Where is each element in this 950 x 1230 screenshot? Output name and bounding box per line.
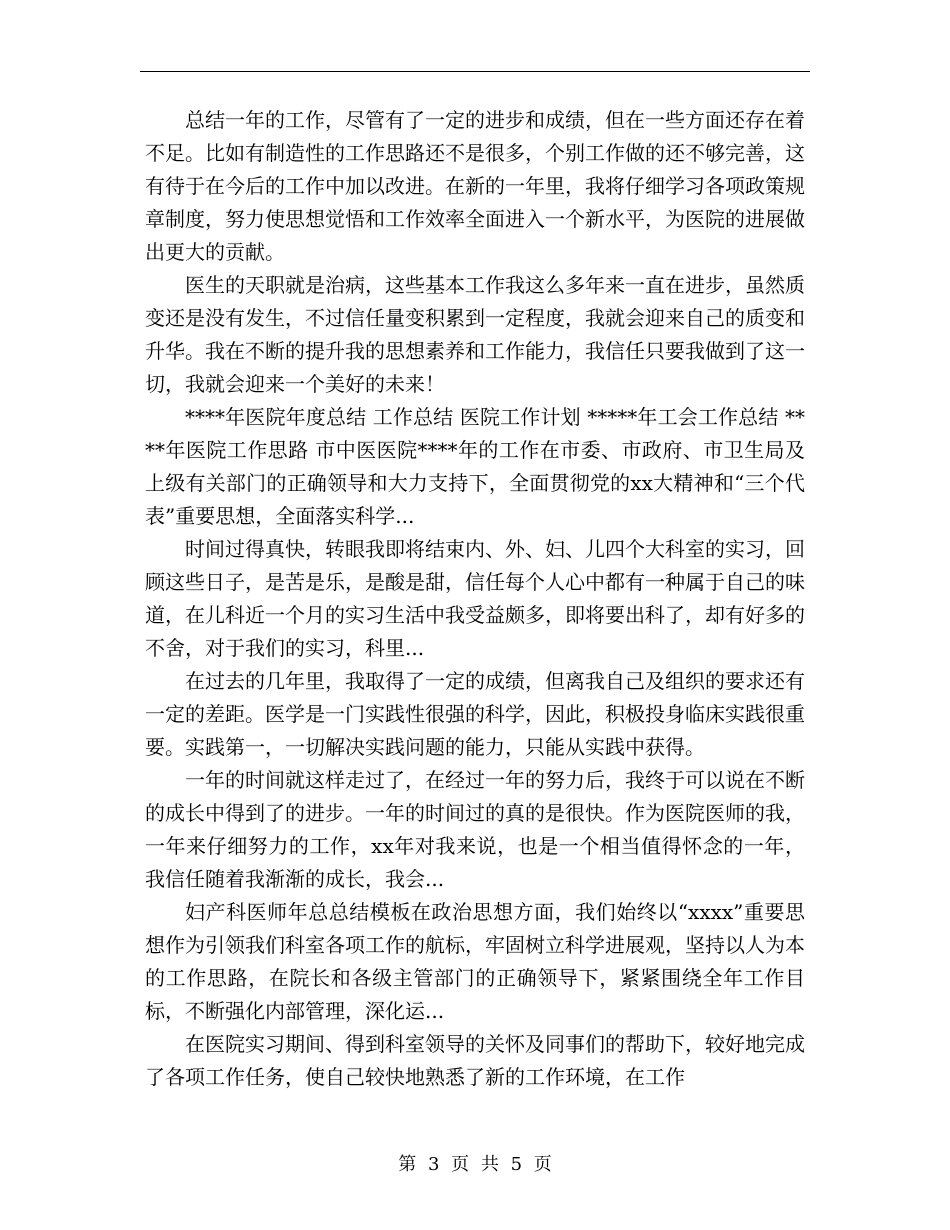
document-body [145,104,805,1094]
paragraph-7: 妇产科医师年总总结模板在政治思想方面，我们始终以“xxxx”重要思想作为引领我们科室各项工作的航标，牢固树立科学进展观，坚持以人为本的工作思路，在院长和各级主管部门的正确领导下，紧紧围绕全年工作目标，不断强化内部管理，深化运... [145,900,805,1023]
footer-total-word: 共 [480,1154,499,1175]
footer-total-pages: 5 [510,1154,523,1175]
paragraph-4: 时间过得真快，转眼我即将结束内、外、妇、儿四个大科室的实习，回顾这些日子，是苦是乐，是酸是甜，信任每个人心中都有一种属于自己的味道，在儿科近一个月的实习生活中我受益颇多，即将要出科了，却有好多的不舍，对于我们的实习，科里... [145,537,805,660]
footer-page-word: 页 [451,1154,470,1175]
paragraph-3: ****年医院年度总结 工作总结 医院工作计划 *****年工会工作总结 ****年医院工作思路 市中医医院****年的工作在市委、市政府、市卫生局及上级有关部门的正确领导和大力支持下，全面贯彻党的xx大精神和“三个代表”重要思想，全面落实科学... [145,405,805,528]
footer-prefix: 第 [398,1154,417,1175]
footer-current-page: 3 [427,1154,440,1175]
footer-suffix: 页 [533,1154,552,1175]
paragraph-2: 医生的天职就是治病，这些基本工作我这么多年来一直在进步，虽然质变还是没有发生，不过信任量变积累到一定程度，我就会迎来自己的质变和升华。我在不断的提升我的思想素养和工作能力，我信任只要我做到了这一切，我就会迎来一个美好的未来！ [145,273,805,396]
paragraph-5: 在过去的几年里，我取得了一定的成绩，但离我自己及组织的要求还有一定的差距。医学是一门实践性很强的科学，因此，积极投身临床实践很重要。实践第一，一切解决实践问题的能力，只能从实践中获得。 [145,669,805,759]
paragraph-8: 在医院实习期间、得到科室领导的关怀及同事们的帮助下，较好地完成了各项工作任务，使自己较快地熟悉了新的工作环境，在工作 [145,1032,805,1089]
paragraph-6: 一年的时间就这样走过了，在经过一年的努力后，我终于可以说在不断的成长中得到了的进步。一年的时间过的真的是很快。作为医院医师的我，一年来仔细努力的工作，xx年对我来说，也是一个相当值得怀念的一年，我信任随着我渐渐的成长，我会... [145,768,805,891]
page-footer [0,1153,950,1177]
paragraph-1: 总结一年的工作，尽管有了一定的进步和成绩，但在一些方面还存在着不足。比如有制造性的工作思路还不是很多，个别工作做的还不够完善，这有待于在今后的工作中加以改进。在新的一年里，我将仔细学习各项政策规章制度，努力使思想觉悟和工作效率全面进入一个新水平，为医院的进展做出更大的贡献。 [145,108,805,264]
header-rule [140,71,810,72]
